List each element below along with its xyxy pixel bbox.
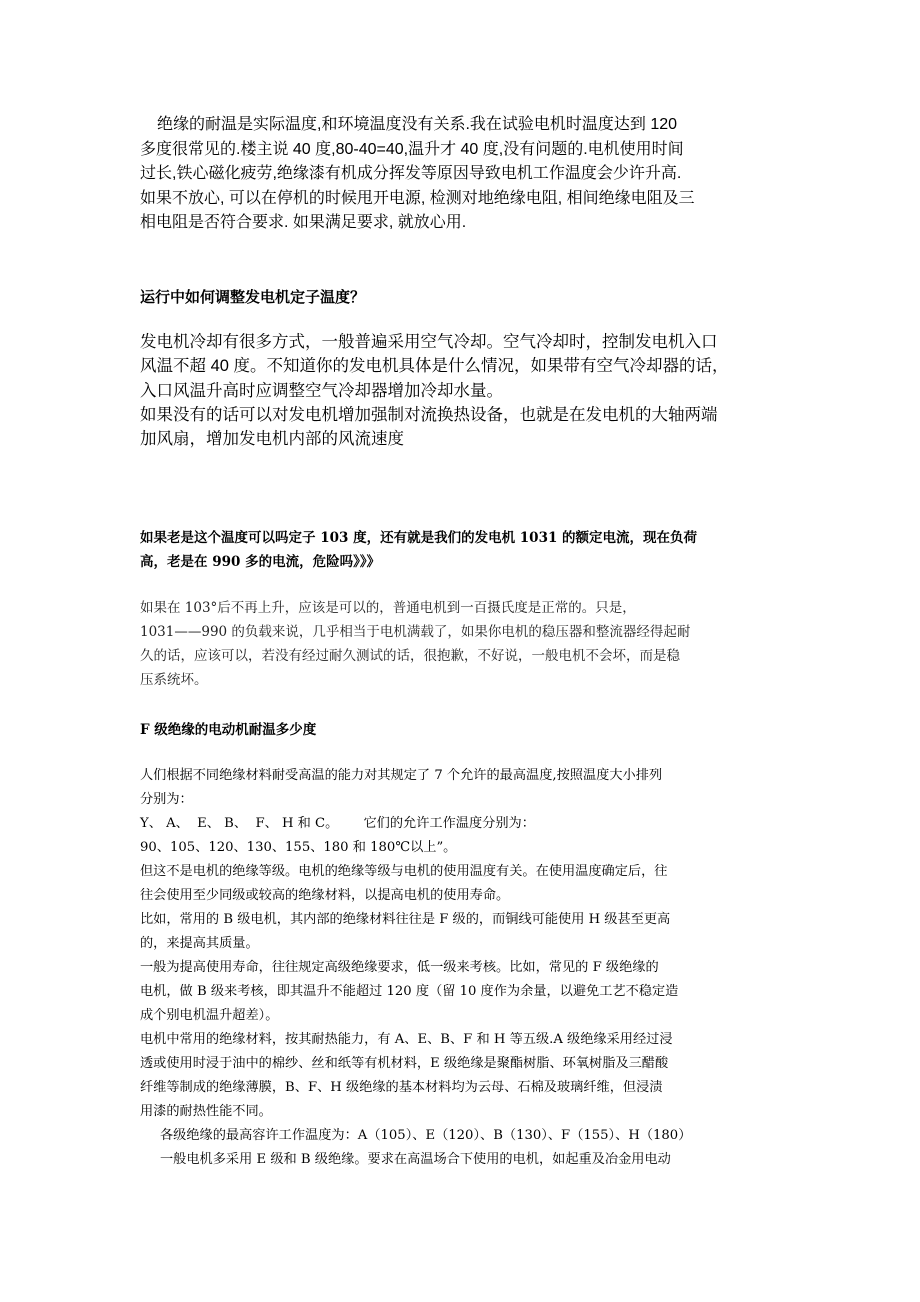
text-line: 纤维等制成的绝缘薄膜，B、F、H 级绝缘的基本材料均为云母、石棉及玻璃纤维，但浸渍: [140, 1080, 663, 1095]
paragraph-answer-103: [140, 596, 785, 692]
text-line: 风温不超 40 度。不知道你的发电机具体是什么情况，如果带有空气冷却器的话，: [140, 357, 729, 376]
text-line: 的，来提高其质量。: [140, 936, 259, 951]
text-line: 人们根据不同绝缘材料耐受高温的能力对其规定了 7 个允许的最高温度,按照温度大小排列: [140, 768, 663, 783]
text-line: 一般为提高使用寿命，往往规定高级绝缘要求，低一级来考核。比如，常见的 F 级绝缘的: [140, 960, 659, 975]
text-line: 入口风温升高时应调整空气冷却器增加冷却水量。: [140, 381, 503, 400]
text-line: 成个别电机温升超差）。: [140, 1008, 279, 1023]
text-line: 如果没有的话可以对发电机增加强制对流换热设备，也就是在发电机的大轴两端: [140, 405, 718, 424]
text-line: Y、 A、 E、 B、 F、 H 和 C。 它们的允许工作温度分别为：: [140, 816, 535, 831]
text-line: 如果不放心, 可以在停机的时候甩开电源, 检测对地绝缘电阻, 相间绝缘电阻及三: [140, 189, 695, 207]
heading-stator-103-question: [140, 526, 785, 574]
paragraph-generator-cooling: [140, 330, 785, 451]
text-line: 往会使用至少同级或较高的绝缘材料，以提高电机的使用寿命。: [140, 888, 510, 903]
text-line: 各级绝缘的最高容许工作温度为：A（105）、E（120）、B（130）、F（155）、H（180）: [160, 1128, 692, 1143]
text-line: 比如，常用的 B 级电机，其内部的绝缘材料往往是 F 级的，而铜线可能使用 H 级甚至更高: [140, 912, 671, 927]
text-line: 但这不是电机的绝缘等级。电机的绝缘等级与电机的使用温度有关。在使用温度确定后，往: [140, 864, 668, 879]
heading-line: 如果老是这个温度可以吗定子 103 度，还有就是我们的发电机 1031 的额定电流，现在负荷: [140, 530, 698, 546]
text-line: 发电机冷却有很多方式，一般普遍采用空气冷却。空气冷却时，控制发电机入口: [140, 333, 718, 351]
text-line: 如果在 103°后不再上升，应该是可以的，普通电机到一百摄氏度是正常的。只是，: [140, 600, 636, 616]
paragraph-insulation-temperature: [140, 113, 785, 236]
heading-f-class-insulation: F 级绝缘的电动机耐温多少度: [140, 722, 317, 738]
heading-line: 高，老是在 990 多的电流，危险吗》》》: [140, 554, 381, 570]
text-line: 1031——990 的负载来说，几乎相当于电机满载了，如果你电机的稳压器和整流器经得起耐: [140, 624, 691, 640]
text-line: 相电阻是否符合要求. 如果满足要求, 就放心用.: [140, 214, 467, 231]
text-line: 绝缘的耐温是实际温度,和环境温度没有关系.我在试验电机时温度达到 120: [157, 116, 678, 133]
heading-adjust-stator-temperature: 运行中如何调整发电机定子温度？: [140, 288, 366, 306]
text-line: 过长,铁心磁化疲劳,绝缘漆有机成分挥发等原因导致电机工作温度会少许升高.: [140, 165, 682, 182]
text-line: 压系统坏。: [140, 672, 208, 688]
text-line: 久的话，应该可以，若没有经过耐久测试的话，很抱歉，不好说，一般电机不会坏，而是稳: [140, 648, 680, 664]
text-line: 一般电机多采用 E 级和 B 级绝缘。要求在高温场合下使用的电机，如起重及冶金用电动: [160, 1152, 671, 1167]
paragraph-insulation-classes: [140, 764, 785, 1172]
text-line: 多度很常见的.楼主说 40 度,80-40=40,温升才 40 度,没有问题的.电机使用时间: [140, 140, 684, 158]
text-line: 分别为：: [140, 792, 193, 807]
text-line: 透或使用时浸于油中的棉纱、丝和纸等有机材料，E 级绝缘是聚酯树脂、环氧树脂及三醋酸: [140, 1056, 669, 1071]
text-line: 电机中常用的绝缘材料，按其耐热能力，有 A、E、B、F 和 H 等五级.A 级绝缘采用经过浸: [140, 1032, 673, 1047]
text-line: 电机，做 B 级来考核，即其温升不能超过 120 度（留 10 度作为余量，以避免工艺不稳定造: [140, 984, 679, 999]
text-line: 90、105、120、130、155、180 和 180℃以上”。: [140, 840, 457, 855]
text-line: 加风扇，增加发电机内部的风流速度: [140, 430, 404, 449]
text-line: 用漆的耐热性能不同。: [140, 1104, 272, 1119]
